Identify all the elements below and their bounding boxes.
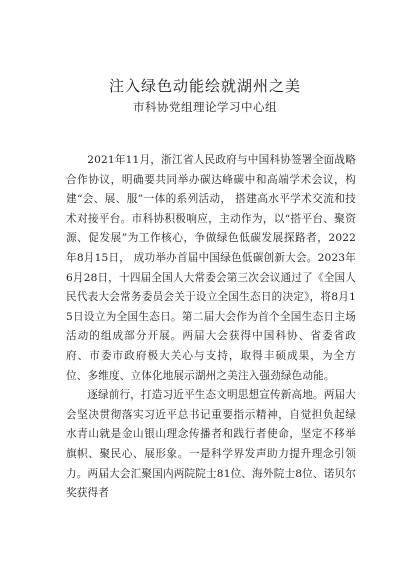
document-body bbox=[66, 151, 356, 504]
document-title: 注入绿色动能绘就湖州之美 bbox=[108, 77, 301, 95]
document-byline: 市科协党组理论学习中心组 bbox=[133, 100, 277, 114]
paragraph-1: 2021年11月，浙江省人民政府与中国科协签署全面战略合作协议，明确要共同举办碳达峰碳中和高端学术会议，构建“会、展、服”一体的系列活动， 搭建高水平学术交流和技术对接平台。市科协积极响应，主动作为，以“搭平台、聚资源、促发展”为工作核心，争做绿色低碳发展探路者，2022年8月15日， 成功举办首届中国绿色低碳创新大会。2023年6月28日，十四届全国人大常委会第三次会议通过了《全国人民代表大会常务委员会关于设立全国生态日的决定》，将8月15日设立为全国生态日。第二届大会作为首个全国生态日主场活动的组成部分开展。两届大会获得中国科协、省委省政府、市委市政府极大关心与支持，取得丰硕成果，为全方位、多维度、立体化地展示湖州之美注入强劲绿色动能。 bbox=[66, 154, 356, 382]
paragraph-2: 逐绿前行，打造习近平生态文明思想宣传新高地。两届大会坚决贯彻落实习近平总书记重要指示精神，自觉担负起绿水青山就是金山银山理念传播者和践行者使命，坚定不移举旗帜、聚民心、展形象。一是科学界发声助力提升理念引领力。两届大会汇聚国内两院院士81位、海外院士8位、诺贝尔奖获得者 bbox=[66, 389, 356, 500]
